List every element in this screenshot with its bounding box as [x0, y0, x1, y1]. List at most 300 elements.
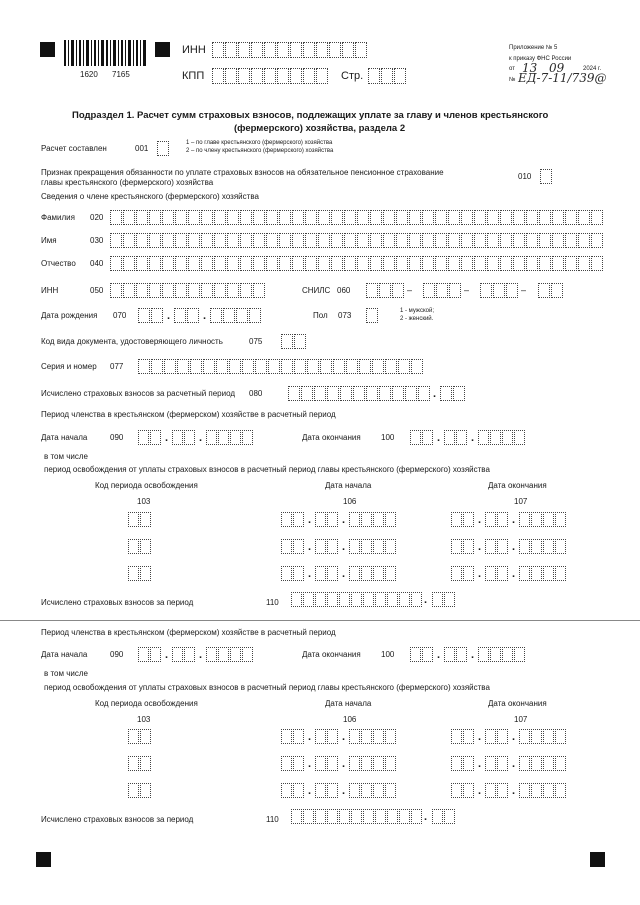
period2-end-year-cell[interactable]: [514, 647, 525, 662]
name-cell[interactable]: [136, 233, 148, 248]
period2-calc110-cell[interactable]: [351, 809, 362, 824]
period2-start106-month-cell[interactable]: [327, 756, 338, 771]
period2-end107-day-cell[interactable]: [451, 756, 462, 771]
period1-end107-day-cell[interactable]: [463, 566, 474, 581]
surname-cell[interactable]: [344, 210, 356, 225]
name-cell[interactable]: [253, 233, 265, 248]
period2-calc110-cell[interactable]: [375, 809, 386, 824]
period2-end107-year-cell[interactable]: [543, 783, 554, 798]
patronymic-cell[interactable]: [526, 256, 538, 271]
period1-code103-cell[interactable]: [128, 512, 139, 527]
surname-cell[interactable]: [409, 210, 421, 225]
period1-start106-year-cell[interactable]: [361, 512, 372, 527]
period2-calc110-cell[interactable]: [363, 809, 374, 824]
sex-cell[interactable]: [366, 308, 378, 323]
surname-cell[interactable]: [318, 210, 330, 225]
period1-start-month-cell[interactable]: [184, 430, 195, 445]
name-cell[interactable]: [409, 233, 421, 248]
header-kpp-cell[interactable]: [277, 68, 289, 84]
period2-calc110-cell[interactable]: [315, 809, 326, 824]
patronymic-cell[interactable]: [370, 256, 382, 271]
series-cell[interactable]: [203, 359, 215, 374]
period1-start106-day-cell[interactable]: [281, 512, 292, 527]
inn-cell[interactable]: [110, 283, 122, 298]
period1-start106-year-cell[interactable]: [373, 539, 384, 554]
period2-end107-month-cell[interactable]: [485, 783, 496, 798]
series-cell[interactable]: [281, 359, 293, 374]
period2-start106-month-cell[interactable]: [315, 729, 326, 744]
period1-start106-month-cell[interactable]: [315, 512, 326, 527]
period1-code103-cell[interactable]: [140, 566, 151, 581]
period2-start106-month-cell[interactable]: [327, 729, 338, 744]
period2-end-year-cell[interactable]: [490, 647, 501, 662]
period1-start106-day-cell[interactable]: [281, 539, 292, 554]
snils-d-cell[interactable]: [538, 283, 550, 298]
series-cell[interactable]: [398, 359, 410, 374]
header-inn-cell[interactable]: [212, 42, 224, 58]
series-cell[interactable]: [307, 359, 319, 374]
period1-end-month-cell[interactable]: [444, 430, 455, 445]
calc-080-cell[interactable]: [353, 386, 365, 401]
period2-code103-cell[interactable]: [140, 756, 151, 771]
period1-code103-cell[interactable]: [128, 566, 139, 581]
period2-end107-month-cell[interactable]: [485, 756, 496, 771]
surname-cell[interactable]: [370, 210, 382, 225]
period1-end107-month-cell[interactable]: [485, 539, 496, 554]
surname-cell[interactable]: [552, 210, 564, 225]
period1-calc110-cell[interactable]: [411, 592, 422, 607]
series-cell[interactable]: [216, 359, 228, 374]
series-cell[interactable]: [346, 359, 358, 374]
surname-cell[interactable]: [188, 210, 200, 225]
period2-end107-year-cell[interactable]: [531, 756, 542, 771]
period2-code103-cell[interactable]: [140, 729, 151, 744]
patronymic-cell[interactable]: [578, 256, 590, 271]
inn-cell[interactable]: [188, 283, 200, 298]
name-cell[interactable]: [422, 233, 434, 248]
surname-cell[interactable]: [396, 210, 408, 225]
header-inn-cell[interactable]: [225, 42, 237, 58]
period2-start106-day-cell[interactable]: [281, 729, 292, 744]
period1-start106-year-cell[interactable]: [385, 512, 396, 527]
name-cell[interactable]: [383, 233, 395, 248]
surname-cell[interactable]: [500, 210, 512, 225]
period1-code103-cell[interactable]: [140, 512, 151, 527]
name-cell[interactable]: [214, 233, 226, 248]
doc-code-cell[interactable]: [281, 334, 293, 349]
period2-start106-year-cell[interactable]: [361, 756, 372, 771]
surname-cell[interactable]: [214, 210, 226, 225]
series-cell[interactable]: [138, 359, 150, 374]
period1-start106-month-cell[interactable]: [315, 566, 326, 581]
period1-end-year-cell[interactable]: [514, 430, 525, 445]
period2-end107-day-cell[interactable]: [463, 729, 474, 744]
period2-start106-year-cell[interactable]: [349, 783, 360, 798]
header-kpp-cell[interactable]: [251, 68, 263, 84]
patronymic-cell[interactable]: [240, 256, 252, 271]
period2-start106-month-cell[interactable]: [315, 783, 326, 798]
period2-start106-day-cell[interactable]: [281, 756, 292, 771]
name-cell[interactable]: [591, 233, 603, 248]
period2-start106-month-cell[interactable]: [327, 783, 338, 798]
period1-calc110-cell[interactable]: [315, 592, 326, 607]
period1-calc110-cell[interactable]: [339, 592, 350, 607]
period2-start106-year-cell[interactable]: [361, 783, 372, 798]
birth-date-day-cell[interactable]: [138, 308, 150, 323]
name-cell[interactable]: [149, 233, 161, 248]
surname-cell[interactable]: [253, 210, 265, 225]
surname-cell[interactable]: [266, 210, 278, 225]
period2-start106-year-cell[interactable]: [349, 756, 360, 771]
patronymic-cell[interactable]: [539, 256, 551, 271]
calc-080-cell[interactable]: [301, 386, 313, 401]
name-cell[interactable]: [162, 233, 174, 248]
name-cell[interactable]: [266, 233, 278, 248]
name-cell[interactable]: [513, 233, 525, 248]
period2-calc110-cell[interactable]: [411, 809, 422, 824]
surname-cell[interactable]: [422, 210, 434, 225]
period1-start106-month-cell[interactable]: [315, 539, 326, 554]
name-cell[interactable]: [123, 233, 135, 248]
surname-cell[interactable]: [331, 210, 343, 225]
period2-end107-year-cell[interactable]: [531, 783, 542, 798]
snils-a-cell[interactable]: [379, 283, 391, 298]
patronymic-cell[interactable]: [435, 256, 447, 271]
patronymic-cell[interactable]: [409, 256, 421, 271]
name-cell[interactable]: [227, 233, 239, 248]
period2-end107-month-cell[interactable]: [485, 729, 496, 744]
name-cell[interactable]: [500, 233, 512, 248]
period2-start106-year-cell[interactable]: [385, 729, 396, 744]
patronymic-cell[interactable]: [110, 256, 122, 271]
name-cell[interactable]: [487, 233, 499, 248]
period1-start106-year-cell[interactable]: [373, 566, 384, 581]
period1-end107-year-cell[interactable]: [543, 512, 554, 527]
period1-start-year-cell[interactable]: [230, 430, 241, 445]
snils-d-cell[interactable]: [551, 283, 563, 298]
calc-080-cell[interactable]: [418, 386, 430, 401]
name-cell[interactable]: [539, 233, 551, 248]
period2-end-month-cell[interactable]: [456, 647, 467, 662]
period2-end107-day-cell[interactable]: [463, 756, 474, 771]
period2-end107-month-cell[interactable]: [497, 783, 508, 798]
period2-code103-cell[interactable]: [140, 783, 151, 798]
period2-calc110-cell[interactable]: [387, 809, 398, 824]
calc-080-cell[interactable]: [392, 386, 404, 401]
birth-date-day-cell[interactable]: [151, 308, 163, 323]
period2-end107-year-cell[interactable]: [555, 783, 566, 798]
period2-end107-day-cell[interactable]: [463, 783, 474, 798]
surname-cell[interactable]: [448, 210, 460, 225]
period1-calc110-cell[interactable]: [375, 592, 386, 607]
period1-end107-day-cell[interactable]: [451, 512, 462, 527]
surname-cell[interactable]: [136, 210, 148, 225]
birth-date-month-cell[interactable]: [174, 308, 186, 323]
patronymic-cell[interactable]: [331, 256, 343, 271]
patronymic-cell[interactable]: [318, 256, 330, 271]
series-cell[interactable]: [255, 359, 267, 374]
period2-end107-year-cell[interactable]: [555, 729, 566, 744]
period2-start-month-cell[interactable]: [184, 647, 195, 662]
period2-start-year-cell[interactable]: [206, 647, 217, 662]
name-cell[interactable]: [578, 233, 590, 248]
header-inn-cell[interactable]: [264, 42, 276, 58]
period1-end107-year-cell[interactable]: [543, 539, 554, 554]
calc-080-kop-cell[interactable]: [453, 386, 465, 401]
header-inn-cell[interactable]: [342, 42, 354, 58]
birth-date-year-cell[interactable]: [210, 308, 222, 323]
period2-start106-year-cell[interactable]: [373, 783, 384, 798]
period2-start106-day-cell[interactable]: [281, 783, 292, 798]
surname-cell[interactable]: [513, 210, 525, 225]
period1-end107-year-cell[interactable]: [531, 512, 542, 527]
period2-calc110-cell[interactable]: [303, 809, 314, 824]
period2-start106-year-cell[interactable]: [385, 756, 396, 771]
period2-start-month-cell[interactable]: [172, 647, 183, 662]
period1-end-year-cell[interactable]: [478, 430, 489, 445]
series-cell[interactable]: [359, 359, 371, 374]
inn-cell[interactable]: [136, 283, 148, 298]
snils-a-cell[interactable]: [392, 283, 404, 298]
snils-b-cell[interactable]: [449, 283, 461, 298]
series-cell[interactable]: [242, 359, 254, 374]
header-inn-cell[interactable]: [238, 42, 250, 58]
inn-cell[interactable]: [227, 283, 239, 298]
period1-end107-year-cell[interactable]: [519, 566, 530, 581]
field-010-cell[interactable]: [540, 169, 552, 184]
name-cell[interactable]: [318, 233, 330, 248]
name-cell[interactable]: [357, 233, 369, 248]
name-cell[interactable]: [305, 233, 317, 248]
name-cell[interactable]: [461, 233, 473, 248]
patronymic-cell[interactable]: [279, 256, 291, 271]
name-cell[interactable]: [526, 233, 538, 248]
name-cell[interactable]: [201, 233, 213, 248]
header-kpp-cell[interactable]: [316, 68, 328, 84]
header-inn-cell[interactable]: [251, 42, 263, 58]
period1-end107-year-cell[interactable]: [531, 539, 542, 554]
period1-calc110-cell[interactable]: [327, 592, 338, 607]
calc-080-cell[interactable]: [288, 386, 300, 401]
patronymic-cell[interactable]: [565, 256, 577, 271]
patronymic-cell[interactable]: [175, 256, 187, 271]
period1-calc110-cell[interactable]: [303, 592, 314, 607]
period1-start106-day-cell[interactable]: [293, 539, 304, 554]
period1-end107-month-cell[interactable]: [497, 512, 508, 527]
surname-cell[interactable]: [149, 210, 161, 225]
surname-cell[interactable]: [565, 210, 577, 225]
period2-start-year-cell[interactable]: [242, 647, 253, 662]
period2-start-day-cell[interactable]: [150, 647, 161, 662]
period1-end107-year-cell[interactable]: [519, 539, 530, 554]
birth-date-year-cell[interactable]: [223, 308, 235, 323]
period2-end107-year-cell[interactable]: [519, 783, 530, 798]
period2-start106-year-cell[interactable]: [349, 729, 360, 744]
period1-end-day-cell[interactable]: [422, 430, 433, 445]
period1-end107-day-cell[interactable]: [451, 539, 462, 554]
snils-a-cell[interactable]: [366, 283, 378, 298]
name-cell[interactable]: [240, 233, 252, 248]
period1-start106-year-cell[interactable]: [361, 539, 372, 554]
doc-code-cell[interactable]: [294, 334, 306, 349]
header-kpp-cell[interactable]: [238, 68, 250, 84]
period1-end107-year-cell[interactable]: [531, 566, 542, 581]
patronymic-cell[interactable]: [422, 256, 434, 271]
patronymic-cell[interactable]: [474, 256, 486, 271]
period1-start106-day-cell[interactable]: [293, 566, 304, 581]
header-page-cell[interactable]: [368, 68, 380, 84]
patronymic-cell[interactable]: [292, 256, 304, 271]
period2-start106-month-cell[interactable]: [315, 756, 326, 771]
period2-start106-day-cell[interactable]: [293, 756, 304, 771]
header-kpp-cell[interactable]: [264, 68, 276, 84]
period2-calc110-cell[interactable]: [339, 809, 350, 824]
period1-start106-year-cell[interactable]: [349, 566, 360, 581]
period2-calc110-cell[interactable]: [327, 809, 338, 824]
period2-start106-year-cell[interactable]: [373, 756, 384, 771]
period1-end107-year-cell[interactable]: [543, 566, 554, 581]
surname-cell[interactable]: [461, 210, 473, 225]
header-inn-cell[interactable]: [329, 42, 341, 58]
series-cell[interactable]: [372, 359, 384, 374]
birth-date-month-cell[interactable]: [187, 308, 199, 323]
header-inn-cell[interactable]: [290, 42, 302, 58]
surname-cell[interactable]: [578, 210, 590, 225]
series-cell[interactable]: [320, 359, 332, 374]
period1-end107-month-cell[interactable]: [485, 566, 496, 581]
snils-b-cell[interactable]: [423, 283, 435, 298]
name-cell[interactable]: [110, 233, 122, 248]
period2-end107-day-cell[interactable]: [451, 783, 462, 798]
header-inn-cell[interactable]: [277, 42, 289, 58]
calc-080-cell[interactable]: [340, 386, 352, 401]
surname-cell[interactable]: [305, 210, 317, 225]
patronymic-cell[interactable]: [227, 256, 239, 271]
period1-end107-year-cell[interactable]: [555, 539, 566, 554]
birth-date-year-cell[interactable]: [249, 308, 261, 323]
period2-calc110-kop-cell[interactable]: [444, 809, 455, 824]
period2-end-month-cell[interactable]: [444, 647, 455, 662]
name-cell[interactable]: [552, 233, 564, 248]
period1-start106-month-cell[interactable]: [327, 512, 338, 527]
surname-cell[interactable]: [279, 210, 291, 225]
period1-end-year-cell[interactable]: [490, 430, 501, 445]
calc-080-cell[interactable]: [366, 386, 378, 401]
surname-cell[interactable]: [383, 210, 395, 225]
period1-start106-year-cell[interactable]: [349, 512, 360, 527]
patronymic-cell[interactable]: [201, 256, 213, 271]
patronymic-cell[interactable]: [253, 256, 265, 271]
period2-start106-day-cell[interactable]: [293, 783, 304, 798]
period2-calc110-cell[interactable]: [291, 809, 302, 824]
patronymic-cell[interactable]: [188, 256, 200, 271]
inn-cell[interactable]: [175, 283, 187, 298]
patronymic-cell[interactable]: [123, 256, 135, 271]
patronymic-cell[interactable]: [149, 256, 161, 271]
series-cell[interactable]: [294, 359, 306, 374]
series-cell[interactable]: [151, 359, 163, 374]
period1-start106-year-cell[interactable]: [385, 539, 396, 554]
name-cell[interactable]: [474, 233, 486, 248]
period2-end107-day-cell[interactable]: [451, 729, 462, 744]
patronymic-cell[interactable]: [383, 256, 395, 271]
period1-end107-day-cell[interactable]: [463, 512, 474, 527]
patronymic-cell[interactable]: [344, 256, 356, 271]
surname-cell[interactable]: [201, 210, 213, 225]
period1-start106-month-cell[interactable]: [327, 566, 338, 581]
period2-start-year-cell[interactable]: [218, 647, 229, 662]
name-cell[interactable]: [565, 233, 577, 248]
series-cell[interactable]: [177, 359, 189, 374]
series-cell[interactable]: [385, 359, 397, 374]
period2-start-year-cell[interactable]: [230, 647, 241, 662]
period2-calc110-kop-cell[interactable]: [432, 809, 443, 824]
period2-end107-year-cell[interactable]: [519, 729, 530, 744]
period1-start106-day-cell[interactable]: [281, 566, 292, 581]
period2-end107-year-cell[interactable]: [531, 729, 542, 744]
period1-end-year-cell[interactable]: [502, 430, 513, 445]
header-kpp-cell[interactable]: [212, 68, 224, 84]
period2-end107-year-cell[interactable]: [543, 756, 554, 771]
period2-end-year-cell[interactable]: [478, 647, 489, 662]
surname-cell[interactable]: [474, 210, 486, 225]
period1-code103-cell[interactable]: [140, 539, 151, 554]
period2-end107-month-cell[interactable]: [497, 729, 508, 744]
birth-date-year-cell[interactable]: [236, 308, 248, 323]
name-cell[interactable]: [370, 233, 382, 248]
inn-cell[interactable]: [240, 283, 252, 298]
period2-code103-cell[interactable]: [128, 756, 139, 771]
period1-code103-cell[interactable]: [128, 539, 139, 554]
period1-calc110-kop-cell[interactable]: [432, 592, 443, 607]
period1-end107-year-cell[interactable]: [555, 512, 566, 527]
name-cell[interactable]: [344, 233, 356, 248]
period1-start-year-cell[interactable]: [218, 430, 229, 445]
surname-cell[interactable]: [175, 210, 187, 225]
period2-end-year-cell[interactable]: [502, 647, 513, 662]
period1-calc110-cell[interactable]: [363, 592, 374, 607]
name-cell[interactable]: [331, 233, 343, 248]
name-cell[interactable]: [279, 233, 291, 248]
name-cell[interactable]: [188, 233, 200, 248]
period1-start106-day-cell[interactable]: [293, 512, 304, 527]
period1-start106-year-cell[interactable]: [385, 566, 396, 581]
period1-end107-month-cell[interactable]: [497, 566, 508, 581]
period2-code103-cell[interactable]: [128, 729, 139, 744]
surname-cell[interactable]: [240, 210, 252, 225]
period1-start-year-cell[interactable]: [206, 430, 217, 445]
name-cell[interactable]: [292, 233, 304, 248]
period1-start-year-cell[interactable]: [242, 430, 253, 445]
period1-calc110-kop-cell[interactable]: [444, 592, 455, 607]
period2-start106-year-cell[interactable]: [385, 783, 396, 798]
calc-080-cell[interactable]: [327, 386, 339, 401]
period1-calc110-cell[interactable]: [351, 592, 362, 607]
patronymic-cell[interactable]: [448, 256, 460, 271]
name-cell[interactable]: [435, 233, 447, 248]
period2-start106-day-cell[interactable]: [293, 729, 304, 744]
period1-end107-day-cell[interactable]: [463, 539, 474, 554]
patronymic-cell[interactable]: [591, 256, 603, 271]
series-cell[interactable]: [411, 359, 423, 374]
inn-cell[interactable]: [123, 283, 135, 298]
period2-end107-year-cell[interactable]: [555, 756, 566, 771]
period2-end107-month-cell[interactable]: [497, 756, 508, 771]
period1-start106-year-cell[interactable]: [361, 566, 372, 581]
period2-calc110-cell[interactable]: [399, 809, 410, 824]
surname-cell[interactable]: [435, 210, 447, 225]
period2-start-day-cell[interactable]: [138, 647, 149, 662]
